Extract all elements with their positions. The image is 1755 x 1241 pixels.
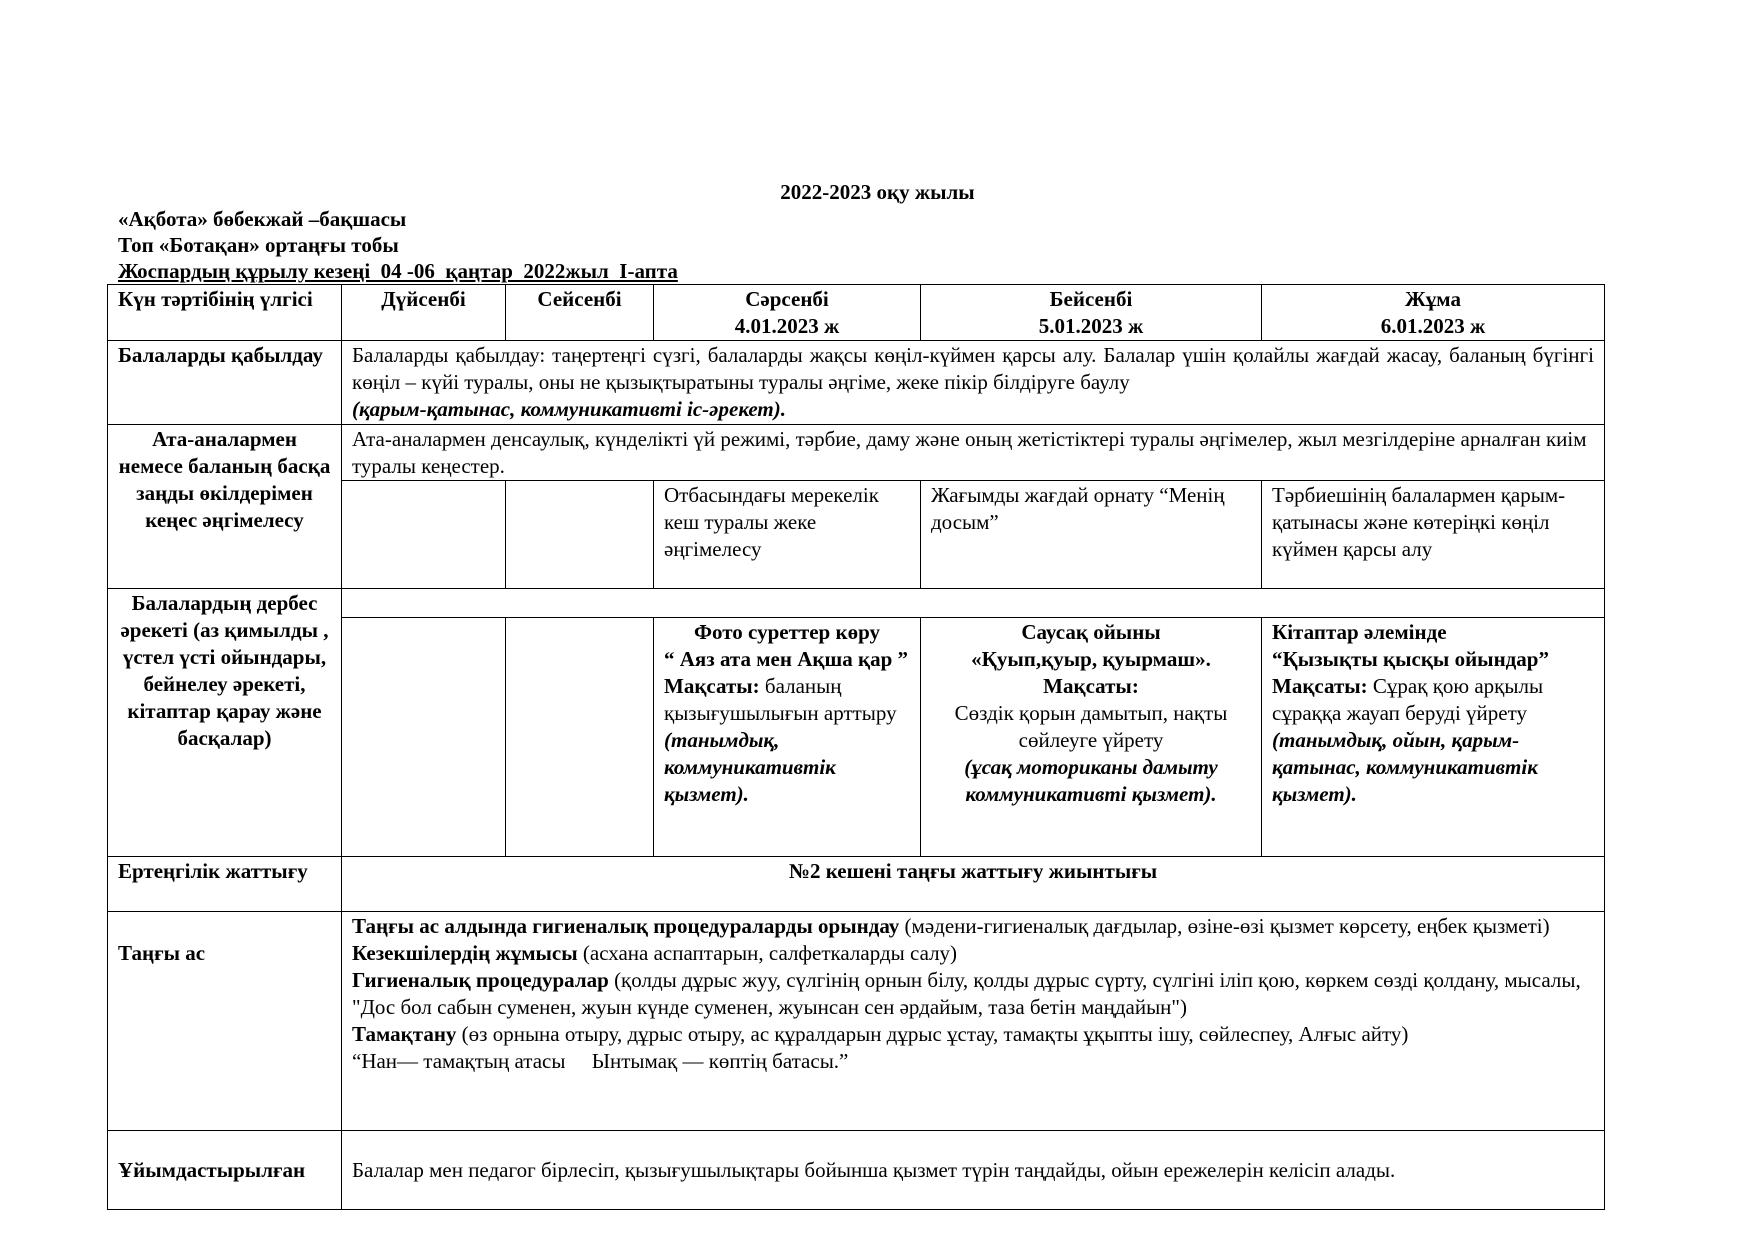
reception-label: Балаларды қабылдау <box>108 341 342 425</box>
independent-empty <box>342 589 1605 618</box>
reception-content <box>342 341 1605 425</box>
breakfast-procedures-title: Гигиеналық процедуралар <box>352 968 609 992</box>
thursday-label: Бейсенбі <box>1049 287 1133 311</box>
header-schedule-cell: Күн тәртібінің үлгісі <box>108 285 342 341</box>
parents-label: Ата-аналармен немесе баланың басқа заңды өкілдерімен кеңес әңгімелесу <box>108 425 342 589</box>
organized-label: Ұйымдастырылған <box>108 1131 342 1210</box>
thu-activity-subtitle: «Қуып,қуыр, қуырмаш». <box>971 647 1211 671</box>
parents-thursday: Жағымды жағдай орнату “Менің досым” <box>921 481 1262 589</box>
parents-tuesday <box>506 481 654 589</box>
breakfast-duty-text: (асхана аспаптарын, салфеткаларды салу) <box>577 941 958 965</box>
breakfast-procedures-text: (қолды дұрыс жуу, сүлгінің орнын білу, қолды дұрыс сүрту, сүлгіні іліп қою, көркем сөзді қолдану, мысалы, "Дос бол сабын суменен, жуын күнде суменен, жуынсан сен әрдайым, таза бетін маңдайын") <box>352 968 1581 1019</box>
fri-goal-label: Мақсаты: <box>1272 674 1368 698</box>
breakfast-hygiene-text: (мәдени-гигиеналық дағдылар, өзіне-өзі қызмет көрсету, еңбек қызметі) <box>899 914 1550 938</box>
wednesday-label: Сәрсенбі <box>745 287 829 311</box>
organized-row <box>108 1131 1605 1210</box>
wednesday-date: 4.01.2023 ж <box>734 314 840 338</box>
plan-period: Жоспардың құрылу кезеңі 04 -06 қаңтар 2022жыл І-апта <box>118 259 678 283</box>
independent-tuesday <box>506 618 654 857</box>
weekly-plan-table <box>107 284 1605 1210</box>
independent-friday <box>1262 618 1605 857</box>
kindergarten-name: «Ақбота» бөбекжай –бақшасы <box>118 207 407 231</box>
parents-general: Ата-аналармен денсаулық, күнделікті үй режимі, тәрбие, даму және оның жетістіктері туралы әңгімелер, жыл мезгілдеріне арналған киім туралы кеңестер. <box>342 425 1605 481</box>
exercise-label: Ертеңгілік жаттығу <box>108 857 342 912</box>
breakfast-hygiene-title: Таңғы ас алдында гигиеналық процедураларды орындау <box>352 914 900 938</box>
parents-row <box>108 425 1605 481</box>
header-wednesday <box>654 285 921 341</box>
breakfast-proverb: “Нан— тамақтың атасы Ынтымақ — көптің батасы.” <box>352 1049 849 1073</box>
independent-monday <box>342 618 506 857</box>
fri-activity-subtitle: “Қызықты қысқы ойындар” <box>1272 647 1549 671</box>
reception-text: Балаларды қабылдау: таңертеңгі сүзгі, балаларды жақсы көңіл-күймен қарсы алу. Балалар үшін қолайлы жағдай жасау, баланың бүгінгі көңіл – күйі туралы, оны не қызықтыратыны туралы әңгіме, жеке пікір білдіруге баулу <box>352 343 1594 394</box>
thu-activity-title: Саусақ ойыны <box>1021 620 1161 644</box>
wed-activity-subtitle: “ Аяз ата мен Ақша қар ” <box>664 647 908 671</box>
fri-goal-text: Сұрақ қою арқылы сұраққа жауап беруді үйрету <box>1272 674 1544 725</box>
parents-wednesday: Отбасындағы мерекелік кеш туралы жеке әңгімелесу <box>654 481 921 589</box>
breakfast-eating-text: (өз орнына отыру, дұрыс отыру, ас құралдарын дұрыс ұстау, тамақты ұқыпты ішу, сөйлеспеу, Алғыс айту) <box>456 1022 1409 1046</box>
reception-note: (қарым-қатынас, коммуникативті іс-әрекет). <box>352 397 786 421</box>
fri-activity-title: Кітаптар әлемінде <box>1272 620 1447 644</box>
thu-goal-text: Сөздік қорын дамытып, нақты сөйлеуге үйрету <box>954 701 1228 752</box>
breakfast-row <box>108 912 1605 1131</box>
independent-row <box>108 589 1605 618</box>
wed-activity-note: (танымдық, коммуникативтік қызмет). <box>664 728 836 806</box>
independent-thursday <box>921 618 1262 857</box>
thu-activity-note: (ұсақ моториканы дамыту коммуникативті қызмет). <box>964 755 1218 806</box>
fri-activity-note: (танымдық, ойын, қарым-қатынас, коммуникативтік қызмет). <box>1272 728 1538 806</box>
thu-goal-label: Мақсаты: <box>1043 674 1139 698</box>
group-name: Топ «Ботақан» ортаңғы тобы <box>118 233 399 257</box>
organized-text: Балалар мен педагог бірлесіп, қызығушылықтары бойынша қызмет түрін таңдайды, ойын ережелерін келісіп алады. <box>342 1131 1605 1210</box>
academic-year-title: 2022-2023 оқу жылы <box>780 180 975 204</box>
breakfast-duty-title: Кезекшілердің жұмысы <box>352 941 578 965</box>
header-thursday <box>921 285 1262 341</box>
header-monday: Дүйсенбі <box>342 285 506 341</box>
table-header-row <box>108 285 1605 341</box>
breakfast-label: Таңғы ас <box>108 912 342 1131</box>
exercise-text: №2 кешені таңғы жаттығу жиынтығы <box>342 857 1605 912</box>
friday-label: Жұма <box>1405 287 1461 311</box>
header-friday <box>1262 285 1605 341</box>
wed-activity-title: Фото суреттер көру <box>694 620 880 644</box>
parents-friday: Тәрбиешінің балалармен қарым-қатынасы және көтеріңкі көңіл күймен қарсы алу <box>1262 481 1605 589</box>
parents-monday <box>342 481 506 589</box>
independent-wednesday <box>654 618 921 857</box>
thursday-date: 5.01.2023 ж <box>1038 314 1144 338</box>
friday-date: 6.01.2023 ж <box>1380 314 1486 338</box>
exercise-row <box>108 857 1605 912</box>
breakfast-eating-title: Тамақтану <box>352 1022 457 1046</box>
reception-row <box>108 341 1605 425</box>
wed-goal-label: Мақсаты: <box>664 674 760 698</box>
independent-label: Балалардың дербес әрекеті (аз қимылды , үстел үсті ойындары, бейнелеу әрекеті, кітаптар қарау және басқалар) <box>108 589 342 857</box>
breakfast-content <box>342 912 1605 1131</box>
header-tuesday: Сейсенбі <box>506 285 654 341</box>
wed-goal-text: баланың қызығушылығын арттыру <box>664 674 897 725</box>
